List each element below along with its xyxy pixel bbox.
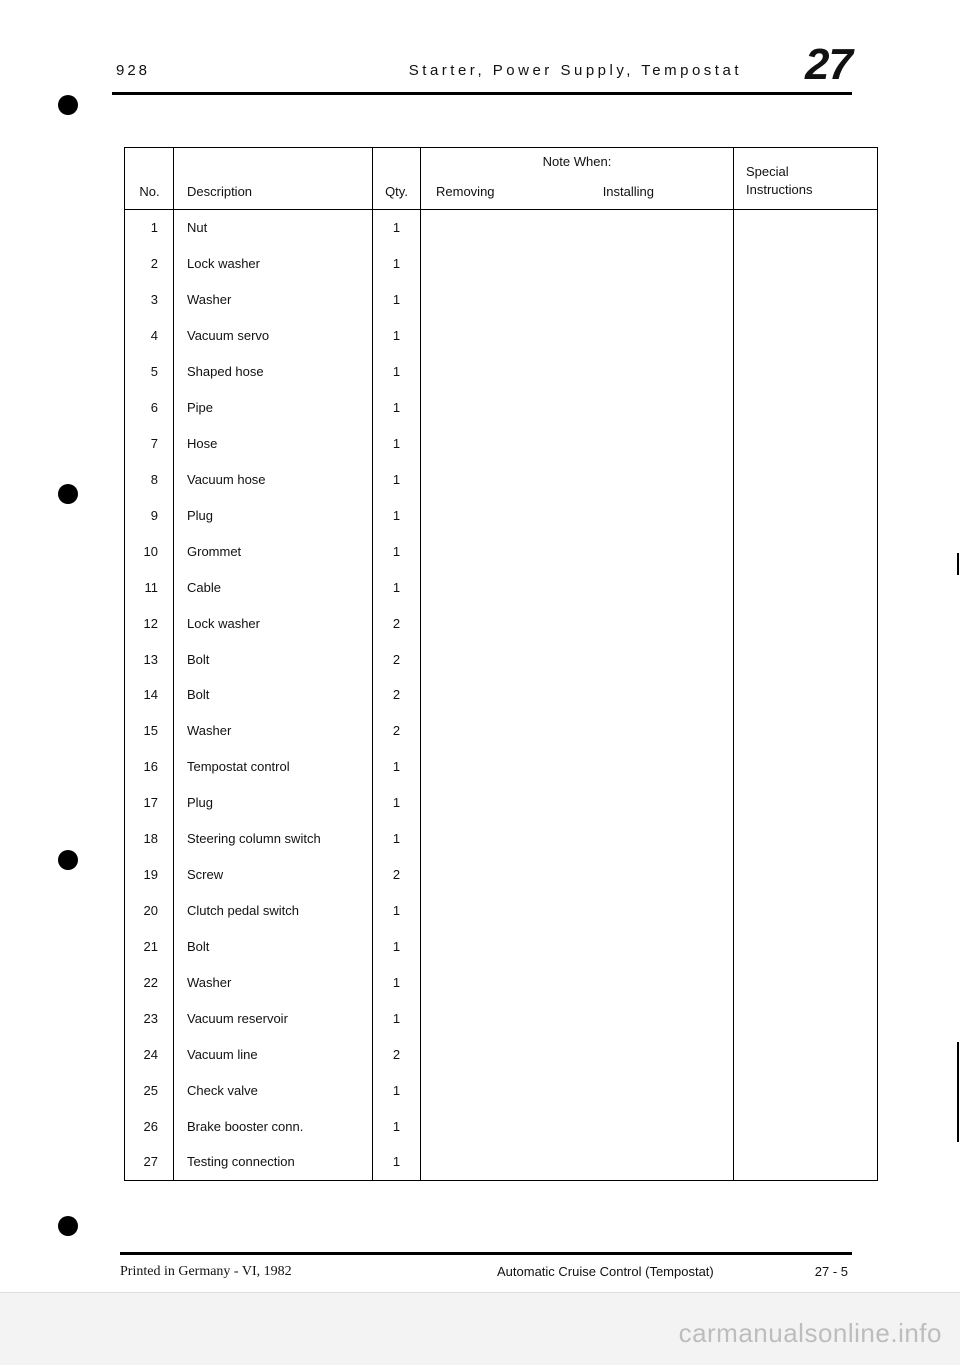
row-qty: 1 [373, 1072, 421, 1108]
row-special [734, 282, 878, 318]
row-note [421, 749, 734, 785]
row-note [421, 1036, 734, 1072]
binder-hole [58, 850, 78, 870]
row-description: Nut [174, 210, 373, 246]
page-footer [120, 1264, 852, 1284]
table-row [125, 928, 878, 964]
row-note [421, 785, 734, 821]
row-qty: 1 [373, 426, 421, 462]
row-note [421, 1072, 734, 1108]
row-number: 3 [150, 292, 158, 308]
row-qty: 2 [373, 857, 421, 893]
row-description: Vacuum servo [174, 318, 373, 354]
row-description: Lock washer [174, 605, 373, 641]
row-description: Hose [174, 426, 373, 462]
row-number: 7 [150, 435, 158, 451]
page-number: 27 - 5 [814, 1264, 848, 1279]
row-qty: 1 [373, 569, 421, 605]
header-description: Description [174, 148, 373, 210]
row-qty: 2 [373, 1036, 421, 1072]
row-note [421, 821, 734, 857]
row-special [734, 857, 878, 893]
row-number: 10 [143, 543, 158, 559]
table-row [125, 749, 878, 785]
row-special [734, 1072, 878, 1108]
header-removing: Removing [436, 184, 495, 199]
row-number: 13 [143, 651, 158, 667]
row-qty: 1 [373, 749, 421, 785]
table-row [125, 282, 878, 318]
row-number: 14 [143, 687, 158, 703]
row-description: Vacuum line [174, 1036, 373, 1072]
row-note [421, 713, 734, 749]
row-qty: 2 [373, 605, 421, 641]
row-qty: 1 [373, 497, 421, 533]
table-row [125, 713, 878, 749]
footer-rule [120, 1252, 852, 1255]
row-number: 8 [150, 471, 158, 487]
table-row [125, 461, 878, 497]
row-description: Shaped hose [174, 354, 373, 390]
row-number: 18 [143, 831, 158, 847]
row-qty: 1 [373, 210, 421, 246]
table-header-row [125, 148, 878, 210]
row-description: Grommet [174, 533, 373, 569]
model-number: 928 [116, 62, 151, 79]
row-note [421, 210, 734, 246]
row-note [421, 641, 734, 677]
row-description: Washer [174, 282, 373, 318]
row-special [734, 318, 878, 354]
row-note [421, 893, 734, 929]
row-qty: 1 [373, 533, 421, 569]
table-row [125, 821, 878, 857]
row-number: 27 [143, 1154, 158, 1170]
margin-mark [957, 553, 959, 575]
table-row [125, 641, 878, 677]
table-row [125, 1108, 878, 1144]
table-row [125, 569, 878, 605]
row-special [734, 210, 878, 246]
row-note [421, 1144, 734, 1181]
row-description: Vacuum hose [174, 461, 373, 497]
row-number: 24 [143, 1046, 158, 1062]
section-name: Automatic Cruise Control (Tempostat) [497, 1264, 714, 1279]
row-qty: 1 [373, 964, 421, 1000]
header-no: No. [125, 148, 174, 210]
row-note [421, 1000, 734, 1036]
row-number: 11 [144, 579, 158, 595]
row-special [734, 1144, 878, 1181]
row-qty: 1 [373, 318, 421, 354]
table-row [125, 354, 878, 390]
row-qty: 1 [373, 1000, 421, 1036]
row-description: Lock washer [174, 246, 373, 282]
row-note [421, 282, 734, 318]
row-qty: 1 [373, 785, 421, 821]
row-note [421, 1108, 734, 1144]
row-description: Plug [174, 785, 373, 821]
row-note [421, 605, 734, 641]
table-row [125, 1144, 878, 1181]
table-row [125, 964, 878, 1000]
row-special [734, 533, 878, 569]
row-number: 17 [143, 795, 158, 811]
row-special [734, 1000, 878, 1036]
table-row [125, 533, 878, 569]
row-special [734, 964, 878, 1000]
table-row [125, 497, 878, 533]
row-special [734, 246, 878, 282]
table-row [125, 893, 878, 929]
row-special [734, 426, 878, 462]
row-special [734, 785, 878, 821]
row-special [734, 893, 878, 929]
row-note [421, 857, 734, 893]
row-number: 1 [150, 220, 158, 236]
margin-mark [957, 1042, 959, 1142]
row-note [421, 569, 734, 605]
row-special [734, 641, 878, 677]
row-description: Clutch pedal switch [174, 893, 373, 929]
binder-hole [58, 484, 78, 504]
row-number: 4 [150, 328, 158, 344]
row-qty: 1 [373, 1144, 421, 1181]
row-qty: 1 [373, 282, 421, 318]
row-qty: 1 [373, 354, 421, 390]
row-note [421, 928, 734, 964]
row-number: 9 [150, 507, 158, 523]
row-description: Bolt [174, 641, 373, 677]
row-number: 26 [143, 1118, 158, 1134]
table-row [125, 1000, 878, 1036]
special-label-line2: Instructions [746, 182, 813, 197]
row-description: Testing connection [174, 1144, 373, 1181]
row-number: 21 [143, 938, 158, 954]
row-note [421, 461, 734, 497]
row-special [734, 749, 878, 785]
table-row [125, 605, 878, 641]
table-row [125, 426, 878, 462]
row-description: Brake booster conn. [174, 1108, 373, 1144]
header-qty: Qty. [373, 148, 421, 210]
row-qty: 2 [373, 641, 421, 677]
row-number: 19 [143, 867, 158, 883]
row-note [421, 246, 734, 282]
row-number: 15 [143, 723, 158, 739]
row-special [734, 461, 878, 497]
row-note [421, 318, 734, 354]
row-number: 5 [150, 364, 158, 380]
header-note-when [421, 148, 734, 210]
table-row [125, 677, 878, 713]
binder-hole [58, 1216, 78, 1236]
row-description: Bolt [174, 677, 373, 713]
row-special [734, 354, 878, 390]
table-row [125, 246, 878, 282]
special-label-line1: Special [746, 164, 789, 179]
header-installing: Installing [602, 184, 654, 199]
row-description: Plug [174, 497, 373, 533]
parts-table [124, 147, 878, 1181]
section-title: Starter, Power Supply, Tempostat [408, 62, 742, 79]
row-qty: 1 [373, 1108, 421, 1144]
row-special [734, 1036, 878, 1072]
table-row [125, 318, 878, 354]
row-special [734, 569, 878, 605]
row-note [421, 497, 734, 533]
row-description: Check valve [174, 1072, 373, 1108]
row-description: Tempostat control [174, 749, 373, 785]
row-special [734, 1108, 878, 1144]
row-number: 6 [150, 400, 158, 416]
row-special [734, 713, 878, 749]
row-special [734, 821, 878, 857]
row-description: Washer [174, 713, 373, 749]
row-note [421, 964, 734, 1000]
row-description: Vacuum reservoir [174, 1000, 373, 1036]
row-note [421, 390, 734, 426]
row-special [734, 390, 878, 426]
binder-hole [58, 95, 78, 115]
row-description: Steering column switch [174, 821, 373, 857]
table-row [125, 785, 878, 821]
chapter-number: 27 [805, 40, 852, 89]
row-number: 23 [143, 1010, 158, 1026]
row-number: 12 [143, 615, 158, 631]
row-number: 25 [143, 1082, 158, 1098]
table-row [125, 857, 878, 893]
row-description: Pipe [174, 390, 373, 426]
row-note [421, 426, 734, 462]
row-special [734, 605, 878, 641]
row-description: Screw [174, 857, 373, 893]
watermark-text: carmanualsonline.info [678, 1318, 942, 1348]
row-number: 22 [143, 974, 158, 990]
row-number: 20 [143, 902, 158, 918]
table-row [125, 390, 878, 426]
row-special [734, 928, 878, 964]
row-description: Washer [174, 964, 373, 1000]
row-number: 16 [143, 759, 158, 775]
row-special [734, 497, 878, 533]
table-row [125, 1072, 878, 1108]
row-qty: 1 [373, 893, 421, 929]
row-description: Bolt [174, 928, 373, 964]
row-qty: 1 [373, 928, 421, 964]
page-header [112, 40, 852, 95]
row-number: 2 [150, 256, 158, 272]
table-row [125, 210, 878, 246]
row-special [734, 677, 878, 713]
row-note [421, 354, 734, 390]
row-qty: 1 [373, 390, 421, 426]
row-qty: 2 [373, 677, 421, 713]
row-qty: 2 [373, 713, 421, 749]
row-qty: 1 [373, 461, 421, 497]
printed-info: Printed in Germany - VI, 1982 [120, 1264, 292, 1279]
row-description: Cable [174, 569, 373, 605]
row-note [421, 533, 734, 569]
row-note [421, 677, 734, 713]
row-qty: 1 [373, 821, 421, 857]
table-row [125, 1036, 878, 1072]
row-qty: 1 [373, 246, 421, 282]
header-special-instructions [734, 148, 878, 210]
note-when-label: Note When: [542, 154, 612, 169]
